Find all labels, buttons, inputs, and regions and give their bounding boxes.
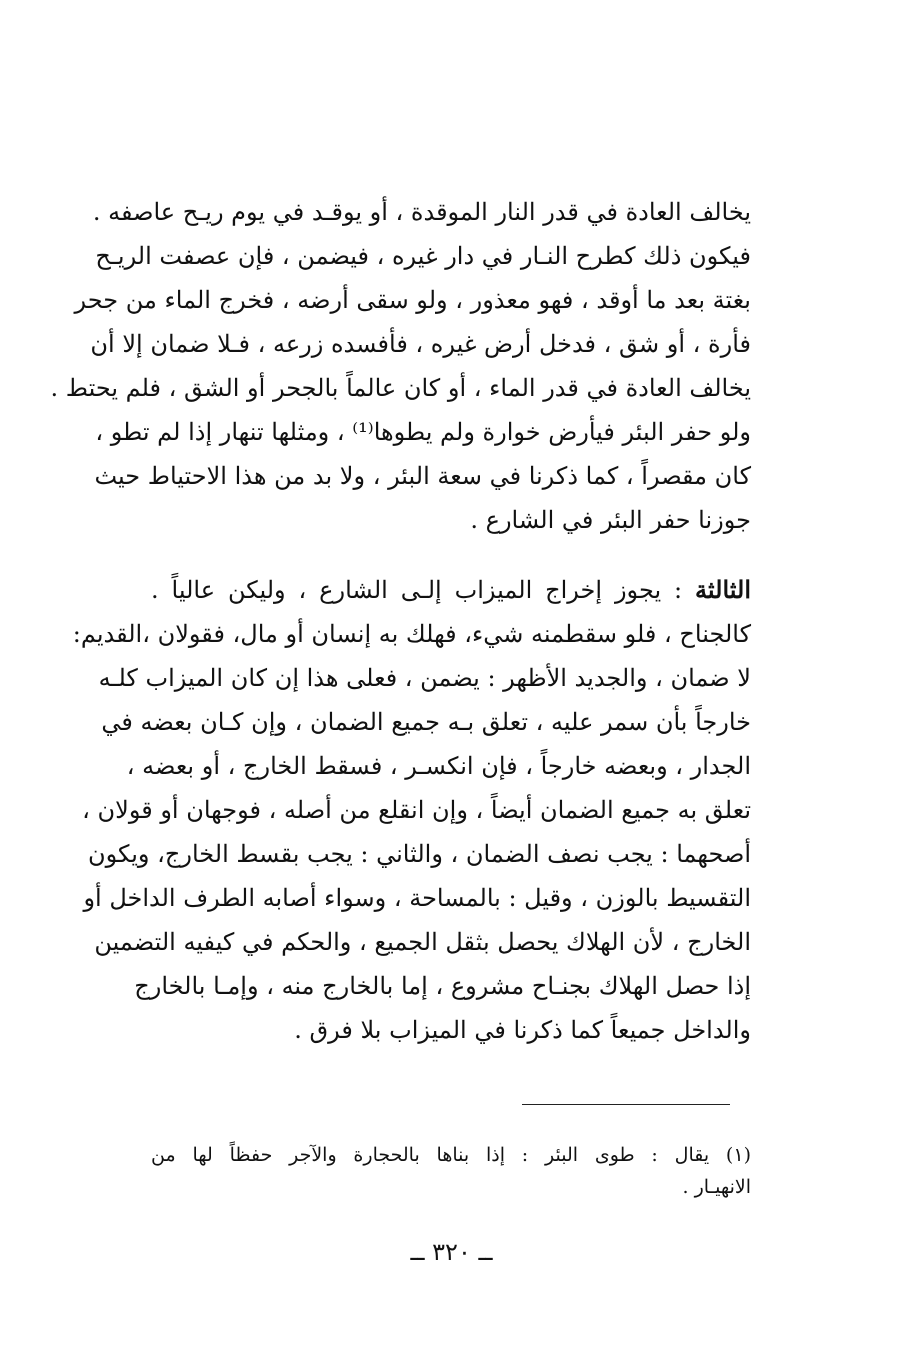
text-line: يخالف العادة في قدر الماء ، أو كان عالماً بالجحر أو الشق ، فلم يحتط . <box>50 374 751 402</box>
text-line: يخالف العادة في قدر النار الموقدة ، أو يوقـد في يوم ريـح عاصفه . <box>92 198 751 226</box>
page-number: ــ ٣٢٠ ــ <box>410 1238 493 1266</box>
footnote-separator <box>522 1104 730 1105</box>
text-line-rest: : يجوز إخراج الميزاب إلـى الشارع ، وليكن عالياً . <box>151 576 696 604</box>
text-line: لا ضمان ، والجديد الأظهر : يضمن ، فعلى هذا إن كان الميزاب كلـه <box>98 664 751 692</box>
text-line: فأرة ، أو شق ، فدخل أرض غيره ، فأفسده زرعه ، فـلا ضمان إلا أن <box>90 330 751 358</box>
footnote-line: الانهيـار . <box>682 1176 751 1198</box>
text-line: جوزنا حفر البئر في الشارع . <box>470 506 751 534</box>
text-line: الجدار ، وبعضه خارجاً ، فإن انكسـر ، فسقط الخارج ، أو بعضه ، <box>126 752 751 780</box>
text-line: التقسيط بالوزن ، وقيل : بالمساحة ، وسواء أصابه الطرف الداخل أو <box>83 884 751 912</box>
text-line: فيكون ذلك كطرح النـار في دار غيره ، فيضمن ، فإن عصفت الريـح <box>95 242 751 270</box>
text-line: أصحهما : يجب نصف الضمان ، والثاني : يجب بقسط الخارج، ويكون <box>87 840 751 868</box>
text-line-with-heading <box>151 570 751 610</box>
footnote-line: (١) يقال : طوى البئر : إذا بناها بالحجارة والآجر حفظاً لها من <box>151 1144 751 1166</box>
text-line: والداخل جميعاً كما ذكرنا في الميزاب بلا فرق . <box>294 1016 751 1044</box>
text-line: الخارج ، لأن الهلاك يحصل بثقل الجميع ، والحكم في كيفيه التضمين <box>94 928 751 956</box>
text-line: كالجناح ، فلو سقطمنه شيء، فهلك به إنسان أو مال، فقولان ،القديم: <box>72 620 751 648</box>
text-line: تعلق به جميع الضمان أيضاً ، وإن انقلع من أصله ، فوجهان أو قولان ، <box>82 796 751 824</box>
text-line: خارجاً بأن سمر عليه ، تعلق بـه جميع الضمان ، وإن كـان بعضه في <box>101 708 751 736</box>
text-line: بغتة بعد ما أوقد ، فهو معذور ، ولو سقى أرضه ، فخرج الماء من جحر <box>74 286 751 314</box>
text-line: إذا حصل الهلاك بجنـاح مشروع ، إما بالخارج منه ، وإمـا بالخارج <box>134 972 751 1000</box>
section-heading: الثالثة <box>695 575 751 604</box>
text-line: كان مقصراً ، كما ذكرنا في سعة البئر ، ولا بد من هذا الاحتياط حيث <box>94 462 751 490</box>
text-line: ولو حفر البئر فيأرض خوارة ولم يطوها⁽¹⁾ ، ومثلها تنهار إذا لم تطو ، <box>95 418 751 446</box>
